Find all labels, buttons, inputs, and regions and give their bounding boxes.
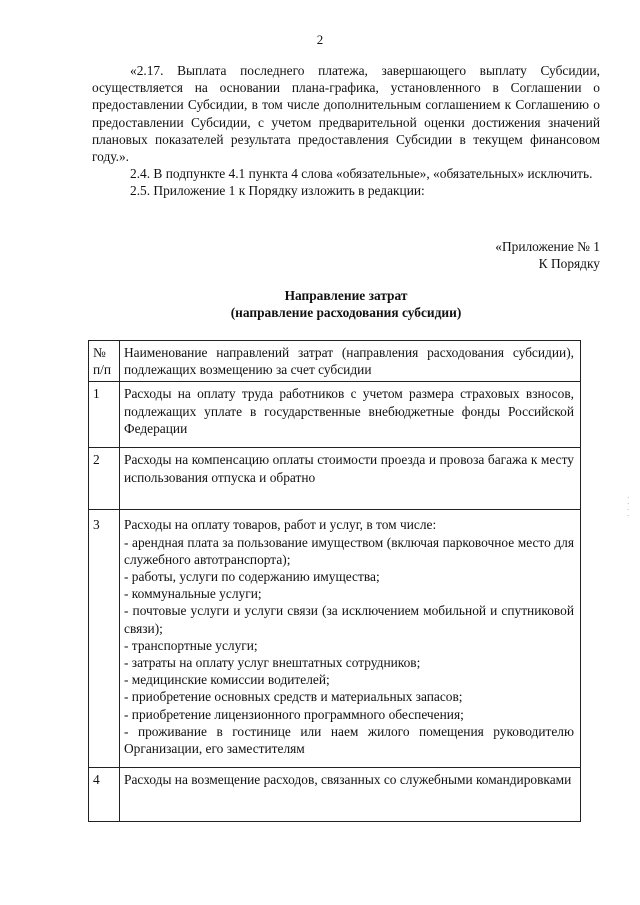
appendix-line-2: К Порядку [538,256,600,271]
expense-directions-table [88,340,581,822]
heading-line-1: Направление затрат [284,288,408,303]
margin-mark: · · · · [627,494,630,520]
row-2-text: Расходы на компенсацию оплаты стоимости проезда и провоза багажа к месту использования отпуска и обратно [120,448,581,510]
paragraph-2-17: «2.17. Выплата последнего платежа, завершающего выплату Субсидии, осуществляется на основании плана-графика, установленного в Соглашении о предоставлении Субсидии, в том числе дополнительным соглашением к Соглашению о предоставлении Субсидии, с учетом предварительной оценки достижения значений плановых показателей результата предоставления Субсидии в текущем финансовом году.». [92,63,600,165]
document-body [92,62,600,200]
row-3-line: - приобретение основных средств и материальных запасов; [124,689,463,705]
row-3-line: - приобретение лицензионного программного обеспечения; [124,706,464,722]
table-row [89,768,581,822]
row-1-text: Расходы на оплату труда работников с учетом размера страховых взносов, подлежащих уплате в государственные внебюджетные фонды Российской Федерации [120,382,581,448]
table-row [89,382,581,448]
row-3-num: 3 [89,510,120,768]
row-3-line: - арендная плата за пользование имуществом (включая парковочное место для служебного автотранспорта); [124,534,574,567]
row-3-text [120,510,581,768]
row-2-num: 2 [89,448,120,510]
table-row [89,448,581,510]
appendix-reference [495,238,600,272]
table-heading [92,287,600,321]
row-3-line: - транспортные услуги; [124,637,258,653]
paragraph-2-5: 2.5. Приложение 1 к Порядку изложить в редакции: [130,183,425,199]
table-row [89,510,581,768]
row-3-line: - затраты на оплату услуг внештатных сотрудников; [124,655,421,671]
row-4-num: 4 [89,768,120,822]
row-3-line: - медицинские комиссии водителей; [124,672,330,688]
header-num-cell: № п/п [89,341,120,382]
row-3-line: - работы, услуги по содержанию имущества; [124,569,380,585]
row-3-line: - почтовые услуги и услуги связи (за исключением мобильной и спутниковой связи); [124,603,574,636]
row-3-line: - проживание в гостинице или наем жилого помещения руководителю Организации, его заместителям [124,723,574,757]
paragraph-2-4: 2.4. В подпункте 4.1 пункта 4 слова «обязательные», «обязательных» исключить. [130,166,593,182]
row-3-line: Расходы на оплату товаров, работ и услуг, в том числе: [124,517,437,533]
page-number: 2 [316,32,324,47]
row-1-num: 1 [89,382,120,448]
row-4-text: Расходы на возмещение расходов, связанных со служебными командировками [120,768,581,822]
header-text-cell: Наименование направлений затрат (направления расходования субсидии), подлежащих возмещению за счет субсидии [120,341,581,382]
appendix-line-1: «Приложение № 1 [495,239,600,254]
table-header-row [89,341,581,382]
heading-line-2: (направление расходования субсидии) [230,305,462,320]
row-3-line: - коммунальные услуги; [124,586,262,602]
